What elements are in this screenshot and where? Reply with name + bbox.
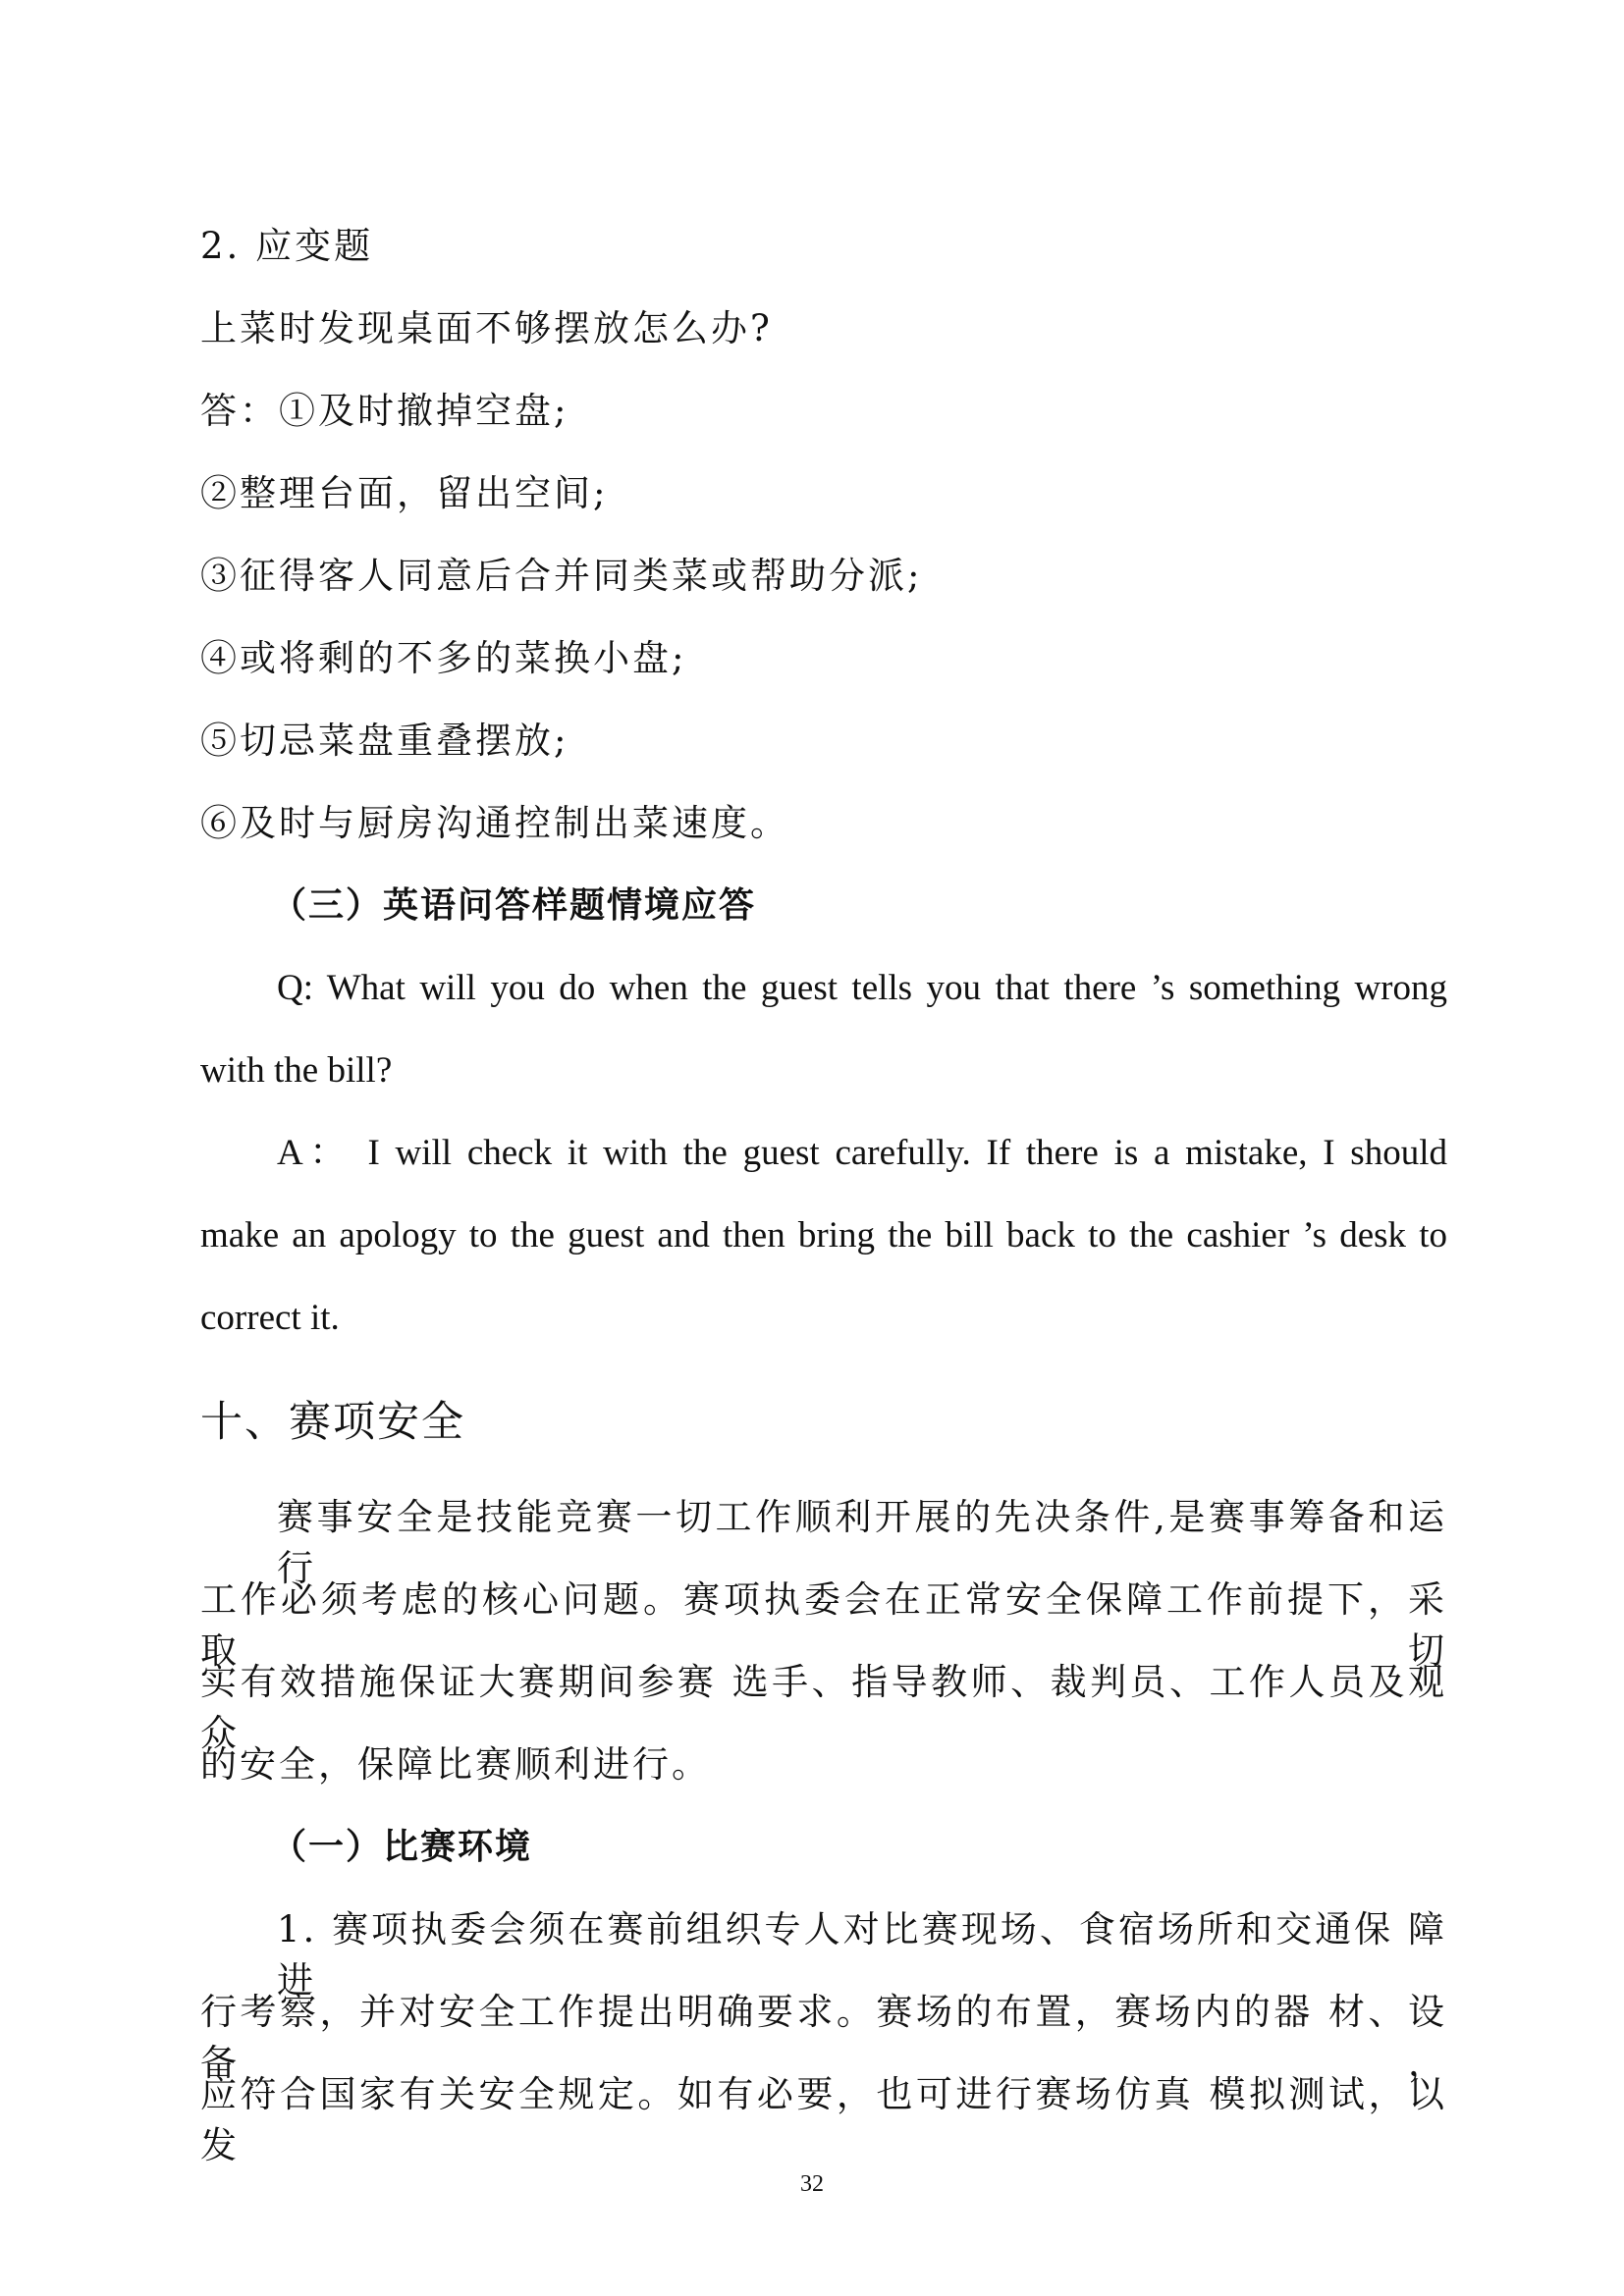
question-number-line: 2. 应变题: [200, 225, 374, 267]
question-line: 上菜时发现桌面不够摆放怎么办?: [200, 307, 773, 349]
safety-paragraph-line-2: 工作必须考虑的核心问题。赛项执委会在正常安全保障工作前提下，采取切: [200, 1578, 1447, 1672]
english-question-line-1: Q: What will you do when the guest tells you that there ’s something wrong: [277, 968, 1447, 1008]
english-question-line-2: with the bill?: [200, 1050, 393, 1091]
environment-paragraph-line-1: 1. 赛项执委会须在赛前组织专人对比赛现场、食宿场所和交通保 障进: [277, 1908, 1447, 2002]
environment-paragraph-line-2: 行考察，并对安全工作提出明确要求。赛场的布置，赛场内的器 材、设备，: [200, 1991, 1447, 2084]
answer-line-5: ⑤切忌菜盘重叠摆放;: [200, 720, 569, 762]
safety-paragraph-line-3: 实有效措施保证大赛期间参赛 选手、指导教师、裁判员、工作人员及观众: [200, 1661, 1447, 1754]
answer-line-3: ③征得客人同意后合并同类菜或帮助分派;: [200, 555, 923, 597]
answer-line-2: ②整理台面，留出空间;: [200, 472, 609, 514]
english-answer-line-3: correct it.: [200, 1298, 340, 1338]
english-answer-line-1: A： I will check it with the guest carefully. If there is a mistake, I should: [277, 1133, 1447, 1173]
environment-subheading: （一）比赛环境: [271, 1827, 533, 1867]
safety-section-heading: 十、赛项安全: [200, 1398, 465, 1447]
english-answer-line-2: make an apology to the guest and then bring the bill back to the cashier ’s desk to: [200, 1215, 1447, 1255]
safety-paragraph-line-4: 的安全，保障比赛顺利进行。: [200, 1743, 711, 1786]
answer-line-1: 答：①及时撤掉空盘;: [200, 390, 569, 432]
page-number: 32: [800, 2171, 824, 2197]
english-qa-subheading: （三）英语问答样题情境应答: [271, 885, 757, 926]
answer-line-4: ④或将剩的不多的菜换小盘;: [200, 637, 687, 679]
answer-line-6: ⑥及时与厨房沟通控制出菜速度。: [200, 802, 789, 844]
safety-paragraph-line-1: 赛事安全是技能竞赛一切工作顺利开展的先决条件,是赛事筹备和运行: [277, 1496, 1447, 1589]
environment-paragraph-line-3: 应符合国家有关安全规定。如有必要，也可进行赛场仿真 模拟测试，以发: [200, 2073, 1447, 2166]
